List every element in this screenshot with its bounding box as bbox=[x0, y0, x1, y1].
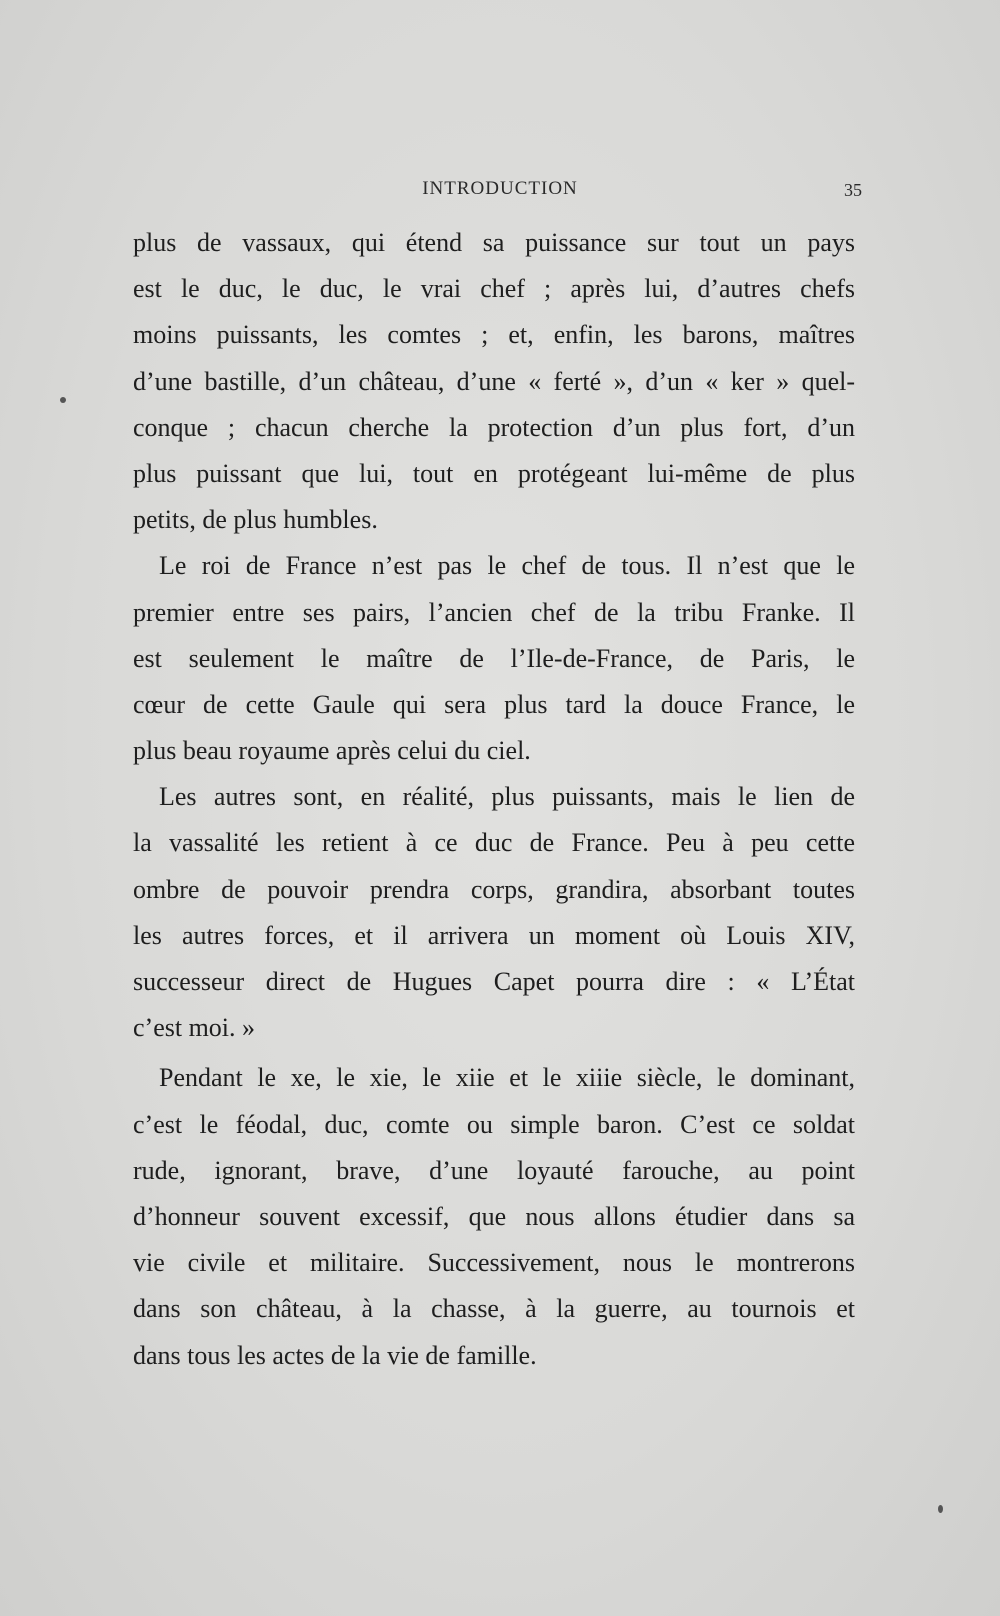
text-line: est seulement le maître de l’Ile-de-France, de Paris, le bbox=[133, 643, 855, 673]
page-number: 35 bbox=[844, 180, 862, 200]
text-line: petits, de plus humbles. bbox=[133, 505, 378, 535]
text-line: est le duc, le duc, le vrai chef ; après lui, d’autres chefs bbox=[133, 274, 855, 304]
text-line: les autres forces, et il arrivera un moment où Louis XIV, bbox=[133, 920, 855, 950]
text-line: plus beau royaume après celui du ciel. bbox=[133, 736, 531, 766]
text-line: plus de vassaux, qui étend sa puissance sur tout un pays bbox=[133, 228, 855, 257]
text-line: rude, ignorant, brave, d’une loyauté farouche, au point bbox=[133, 1155, 855, 1185]
text-line: Pendant le xe, le xie, le xiie et le xiiie siècle, le dominant, bbox=[159, 1063, 855, 1093]
text-line: plus puissant que lui, tout en protégeant lui-même de plus bbox=[133, 458, 855, 488]
text-line: successeur direct de Hugues Capet pourra dire : « L’État bbox=[133, 967, 855, 996]
paragraph bbox=[133, 1055, 855, 1378]
paragraph bbox=[133, 543, 855, 774]
running-head bbox=[0, 178, 1000, 208]
running-title: INTRODUCTION bbox=[422, 178, 578, 199]
paragraph bbox=[133, 774, 855, 1051]
text-line: ombre de pouvoir prendra corps, grandira, absorbant toutes bbox=[133, 874, 855, 904]
text-line: dans son château, à la chasse, à la guerre, au tournois et bbox=[133, 1294, 855, 1324]
paper-speck bbox=[60, 397, 66, 403]
body-text bbox=[133, 220, 855, 1379]
paper-speck bbox=[938, 1505, 943, 1513]
text-line: c’est moi. » bbox=[133, 1013, 256, 1043]
text-line: vie civile et militaire. Successivement, nous le montrerons bbox=[133, 1248, 855, 1278]
text-line: Le roi de France n’est pas le chef de tous. Il n’est que le bbox=[159, 551, 855, 581]
text-line: c’est le féodal, duc, comte ou simple baron. C’est ce soldat bbox=[133, 1109, 855, 1139]
text-line: moins puissants, les comtes ; et, enfin, les barons, maîtres bbox=[133, 320, 855, 350]
text-line: la vassalité les retient à ce duc de France. Peu à peu cette bbox=[133, 828, 855, 858]
text-line: premier entre ses pairs, l’ancien chef de la tribu Franke. Il bbox=[133, 597, 855, 627]
text-line: d’une bastille, d’un château, d’une « ferté », d’un « ker » quel- bbox=[133, 366, 855, 396]
text-line: cœur de cette Gaule qui sera plus tard la douce France, le bbox=[133, 689, 855, 719]
paragraph bbox=[133, 220, 855, 543]
text-line: dans tous les actes de la vie de famille. bbox=[133, 1340, 537, 1370]
text-line: Les autres sont, en réalité, plus puissants, mais le lien de bbox=[159, 782, 855, 812]
text-line: d’honneur souvent excessif, que nous allons étudier dans sa bbox=[133, 1201, 855, 1231]
text-line: conque ; chacun cherche la protection d’un plus fort, d’un bbox=[133, 412, 855, 442]
